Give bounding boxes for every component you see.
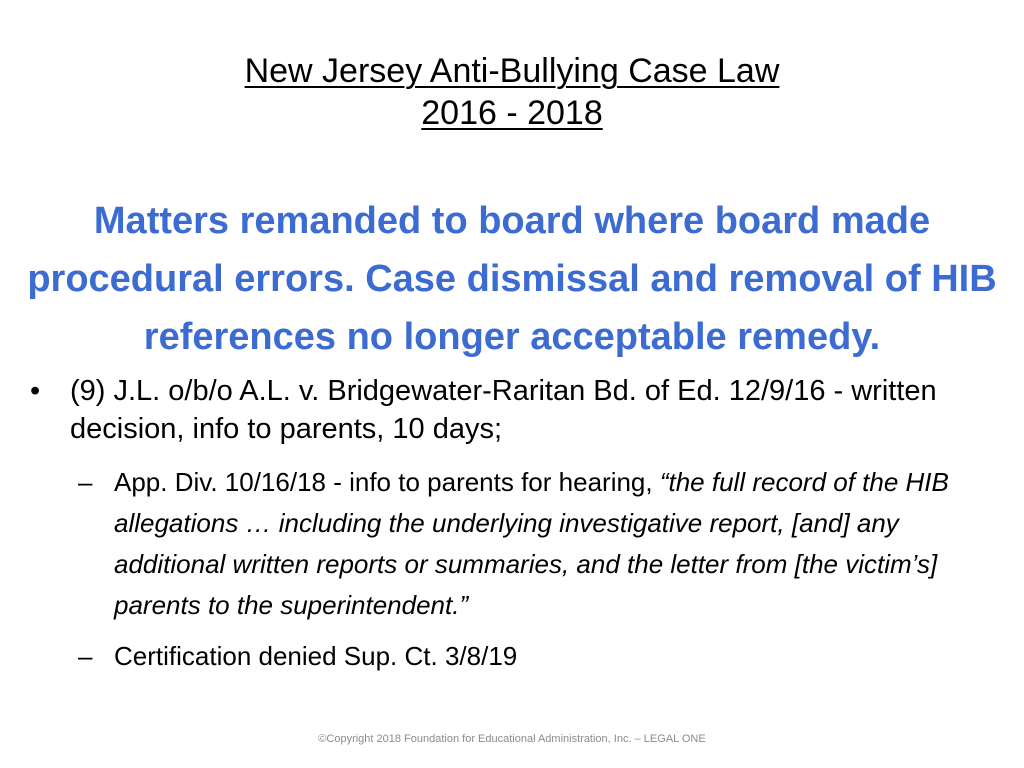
bullet-text: (9) J.L. o/b/o A.L. v. Bridgewater-Raritan Bd. of Ed. 12/9/16 - written decision, info to parents, 10 days; <box>70 375 937 445</box>
bullet-item <box>30 372 1014 448</box>
bullet-list <box>30 372 1014 677</box>
sub-bullet-text: Certification denied Sup. Ct. 3/8/19 <box>114 641 518 671</box>
slide-title <box>0 50 1024 134</box>
sub-bullet-marker: – <box>78 641 93 671</box>
title-line-2: 2016 - 2018 <box>421 94 603 132</box>
sub-bullet-certification <box>78 636 1014 677</box>
slide-subtitle: Matters remanded to board where board made procedural errors. Case dismissal and removal of HIB references no longer acceptable remedy. <box>27 200 997 358</box>
sub-bullet-text: App. Div. 10/16/18 - info to parents for hearing, <box>114 467 660 497</box>
copyright-footer: ©Copyright 2018 Foundation for Educational Administration, Inc. – LEGAL ONE <box>318 733 706 745</box>
bullet-marker: • <box>30 375 41 407</box>
title-line-1: New Jersey Anti-Bullying Case Law <box>244 52 780 90</box>
sub-bullet-appellate <box>78 462 1014 626</box>
sub-bullet-quote: “the full record of the HIB allegations … including the underlying investigative report, [and] any additional written reports or summaries, and the letter from [the victim’s] parents to the superintendent.” <box>114 467 949 620</box>
sub-bullet-marker: – <box>78 467 93 497</box>
